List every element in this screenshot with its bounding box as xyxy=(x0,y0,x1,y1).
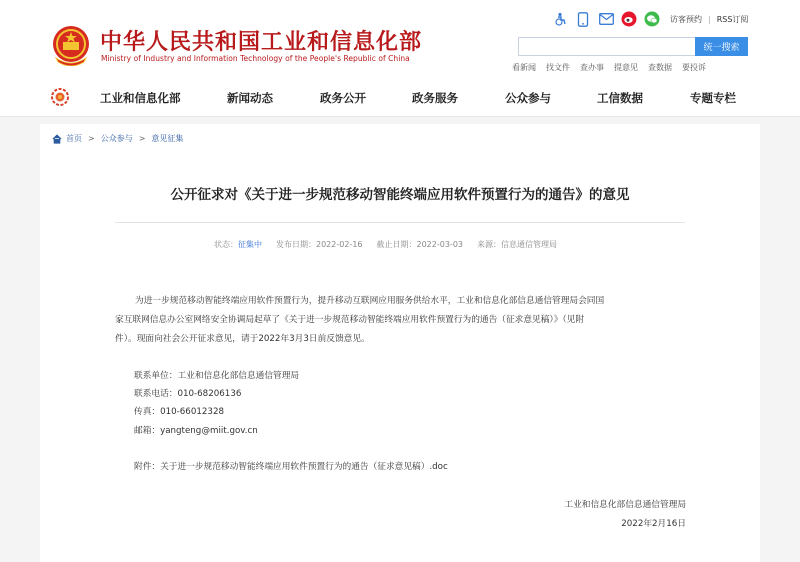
nav-item-data[interactable]: 工信数据 xyxy=(597,91,643,105)
mail-icon[interactable] xyxy=(597,10,615,28)
article-meta xyxy=(214,239,571,250)
title-divider xyxy=(115,222,685,223)
contact-fax: 传真：010-66012328 xyxy=(134,407,224,417)
body-paragraph-line-1: 为进一步规范移动智能终端应用软件预置行为，提升移动互联网应用服务供给水平，工业和信息化部信息通信管理局会同国 xyxy=(135,296,605,306)
body-paragraph-line-3: 件）。现面向社会公开征求意见，请于2022年3月3日前反馈意见。 xyxy=(115,334,370,344)
rss-link[interactable]: RSS订阅 xyxy=(716,15,749,24)
nav-item-government-services[interactable]: 政务服务 xyxy=(412,91,458,105)
wechat-icon[interactable] xyxy=(643,10,661,28)
site-subtitle: Ministry of Industry and Information Technology of the People's Republic of China xyxy=(101,54,410,63)
article-title: 公开征求对《关于进一步规范移动智能终端应用软件预置行为的通告》的意见 xyxy=(170,187,630,203)
quick-link-files[interactable]: 找文件 xyxy=(546,63,570,72)
contact-phone: 联系电话：010-68206136 xyxy=(134,389,242,399)
meta-publish-date xyxy=(276,239,363,250)
quick-links xyxy=(512,62,716,73)
signature-organization: 工业和信息化部信息通信管理局 xyxy=(564,500,686,510)
contact-unit: 联系单位：工业和信息化部信息通信管理局 xyxy=(134,371,300,381)
breadcrumb-separator: > xyxy=(88,134,95,143)
breadcrumb-public-participation[interactable]: 公众参与 xyxy=(100,134,133,143)
nav-item-government-affairs[interactable]: 政务公开 xyxy=(320,91,366,105)
attachment-link[interactable]: 附件：关于进一步规范移动智能终端应用软件预置行为的通告（征求意见稿）.doc xyxy=(134,462,448,472)
quick-link-services[interactable]: 查办事 xyxy=(580,63,604,72)
quick-link-data[interactable]: 查数据 xyxy=(648,63,672,72)
top-links xyxy=(670,14,748,25)
meta-status xyxy=(214,239,262,250)
status-badge: 征集中 xyxy=(238,240,262,249)
body-paragraph-line-2: 家互联网信息办公室网络安全协调局起草了《关于进一步规范移动智能终端应用软件预置行为的通告（征求意见稿）》（见附 xyxy=(115,315,585,325)
national-emblem-icon[interactable] xyxy=(51,24,91,66)
meta-source-value: 信息通信管理局 xyxy=(501,240,557,249)
site-header xyxy=(0,0,800,80)
meta-publish-value: 2022-02-16 xyxy=(316,240,363,249)
quick-link-news[interactable]: 看新闻 xyxy=(512,63,536,72)
site-title[interactable]: 中华人民共和国工业和信息化部 xyxy=(100,30,423,55)
signature-date: 2022年2月16日 xyxy=(621,519,686,529)
quick-link-feedback[interactable]: 提意见 xyxy=(614,63,638,72)
home-icon xyxy=(52,134,62,144)
main-nav xyxy=(0,80,800,116)
meta-status-label: 状态： xyxy=(214,240,238,249)
meta-source xyxy=(477,239,557,250)
search-input[interactable] xyxy=(518,37,696,56)
weibo-icon[interactable] xyxy=(620,10,638,28)
nav-item-ministry[interactable]: 工业和信息化部 xyxy=(100,91,181,105)
nav-item-topics[interactable]: 专题专栏 xyxy=(690,91,736,105)
divider: | xyxy=(708,15,711,24)
top-icon-bar xyxy=(551,10,666,28)
breadcrumb-home[interactable]: 首页 xyxy=(66,134,82,143)
quick-link-complaint[interactable]: 要投诉 xyxy=(682,63,706,72)
home-logo-icon[interactable] xyxy=(50,87,70,107)
meta-deadline-label: 截止日期： xyxy=(376,240,417,249)
breadcrumb-separator: > xyxy=(138,134,146,143)
nav-item-public-participation[interactable]: 公众参与 xyxy=(505,91,551,105)
accessibility-icon[interactable] xyxy=(551,10,569,28)
nav-item-news[interactable]: 新闻动态 xyxy=(227,91,273,105)
breadcrumb xyxy=(52,133,183,144)
breadcrumb-opinion-collection[interactable]: 意见征集 xyxy=(151,134,184,143)
meta-publish-label: 发布日期： xyxy=(276,240,316,249)
contact-email[interactable]: 邮箱：yangteng@miit.gov.cn xyxy=(134,426,258,436)
mobile-icon[interactable] xyxy=(574,10,592,28)
meta-deadline-value: 2022-03-03 xyxy=(416,240,463,249)
meta-source-label: 来源： xyxy=(477,240,501,249)
meta-deadline xyxy=(377,239,464,250)
visitor-appointment-link[interactable]: 访客预约 xyxy=(670,15,702,24)
search-button[interactable]: 统一搜索 xyxy=(695,37,748,56)
